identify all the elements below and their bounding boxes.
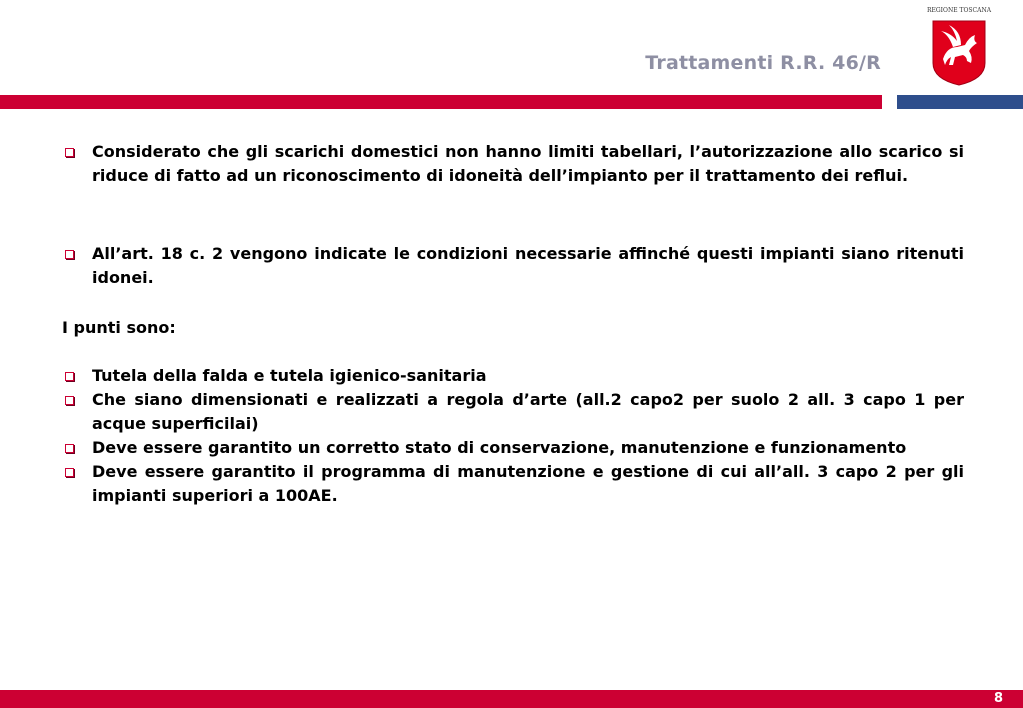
bullet-item	[62, 242, 964, 290]
header-blue-bar	[897, 95, 1023, 109]
slide-title: Trattamenti R.R. 46/R	[645, 52, 881, 74]
logo-caption: REGIONE TOSCANA	[926, 7, 992, 14]
square-bullet-icon	[65, 444, 74, 453]
square-bullet-icon	[65, 250, 74, 259]
bullet-item	[62, 388, 964, 436]
square-bullet-icon	[65, 396, 74, 405]
pegasus-shield-icon	[929, 17, 989, 87]
points-intro: I punti sono:	[62, 318, 176, 337]
square-bullet-icon	[65, 468, 74, 477]
bullet-text: Deve essere garantito un corretto stato di conservazione, manutenzione e funzionamento	[92, 438, 907, 457]
square-bullet-icon	[65, 148, 74, 157]
bullet-item	[62, 460, 964, 508]
page-number: 8	[993, 691, 1003, 706]
bullet-text: All’art. 18 c. 2 vengono indicate le condizioni necessarie affinché questi impianti siano ritenuti idonei.	[92, 244, 964, 287]
bullet-text: Tutela della falda e tutela igienico-sanitaria	[92, 366, 487, 385]
bullet-item	[62, 436, 964, 460]
slide-body	[62, 140, 964, 508]
square-bullet-icon	[65, 372, 74, 381]
bullet-text: Deve essere garantito il programma di manutenzione e gestione di cui all’all. 3 capo 2 per gli impianti superiori a 100AE.	[92, 462, 964, 505]
bullet-text: Considerato che gli scarichi domestici non hanno limiti tabellari, l’autorizzazione allo scarico si riduce di fatto ad un riconoscimento di idoneità dell’impianto per il trattamento dei reflui.	[92, 142, 964, 185]
regione-toscana-logo	[925, 7, 993, 87]
bullet-text: Che siano dimensionati e realizzati a regola d’arte (all.2 capo2 per suolo 2 all. 3 capo 1 per acque superficilai)	[92, 390, 964, 433]
header-red-bar	[0, 95, 882, 109]
footer-bar	[0, 690, 1023, 708]
bullet-item	[62, 364, 964, 388]
bullet-item	[62, 140, 964, 188]
